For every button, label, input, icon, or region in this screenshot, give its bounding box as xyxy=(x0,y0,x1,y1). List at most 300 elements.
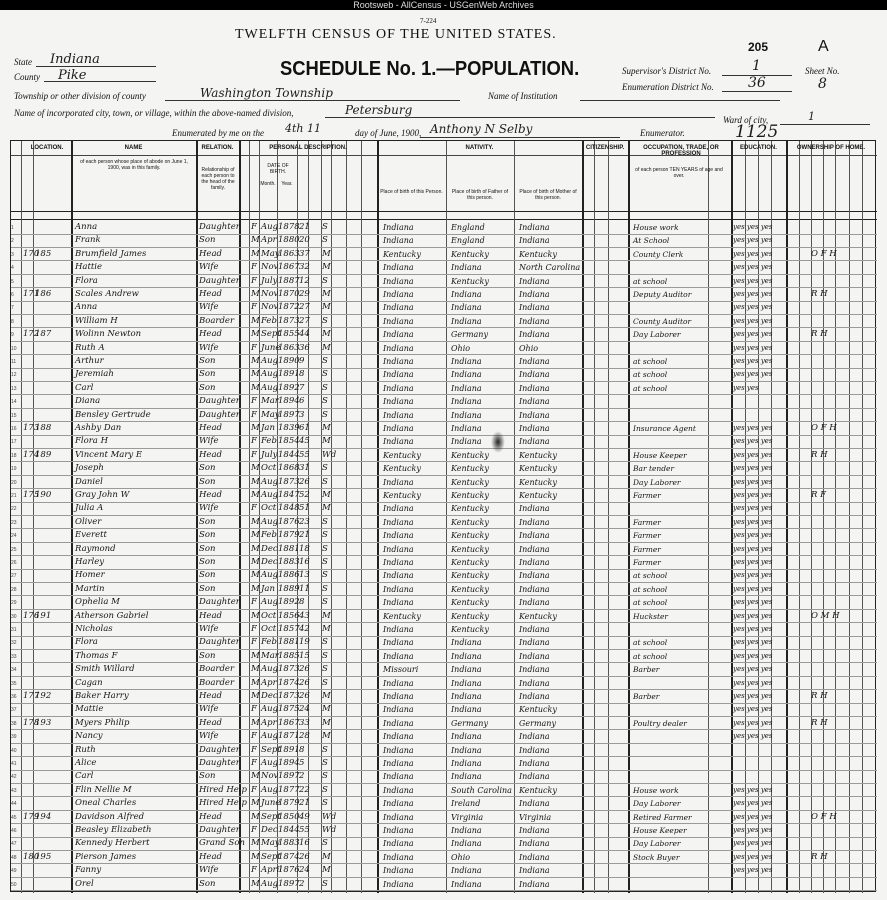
cell-mp: Indiana xyxy=(519,424,550,433)
cell-edu: yes yes yes xyxy=(733,303,773,312)
cell-rel: Head xyxy=(199,289,222,299)
cell-f: 189 xyxy=(35,449,52,460)
cell-mo: July xyxy=(261,275,278,286)
cell-own: R H xyxy=(811,691,828,701)
cell-yr: 1854 xyxy=(278,436,300,447)
supervisor-label: Supervisor's District No. xyxy=(622,66,712,76)
cell-f: 194 xyxy=(35,811,52,822)
cell-sex: M xyxy=(251,248,260,259)
cell-h: 175 xyxy=(23,490,40,500)
cell-rel: Son xyxy=(199,516,216,527)
cell-yr: 1880 xyxy=(278,235,300,246)
cell-own: R H xyxy=(811,717,828,728)
cell-bp: Indiana xyxy=(383,544,414,554)
cell-fp: Indiana xyxy=(451,370,482,380)
enumerated-day: 4th 11 xyxy=(285,122,321,135)
cell-occ: at school xyxy=(633,370,668,380)
cell-f: 187 xyxy=(35,329,52,340)
cell-mp: Indiana xyxy=(519,571,550,581)
cell-yr: 1886 xyxy=(278,570,300,581)
cell-bp: Kentucky xyxy=(383,491,421,500)
cell-age: 26 xyxy=(299,677,310,688)
subheader-occupation: of each person TEN YEARS of age and over. xyxy=(635,167,723,179)
cell-mo: Aug xyxy=(261,222,279,232)
cell-fp: Indiana xyxy=(451,879,482,889)
table-row xyxy=(11,610,877,624)
cell-h: 170 xyxy=(23,248,40,259)
cell-mar: S xyxy=(322,476,328,487)
line-number: 20 xyxy=(11,479,17,486)
state-label: State xyxy=(14,57,32,67)
cell-name: Thomas F xyxy=(75,650,118,661)
cell-fp: Indiana xyxy=(451,866,482,876)
cell-sex: F xyxy=(251,436,257,447)
cell-yr: 1856 xyxy=(278,610,300,621)
cell-rel: Son xyxy=(199,570,216,581)
cell-edu: yes yes yes xyxy=(733,531,773,540)
cell-bp: Indiana xyxy=(383,263,414,273)
cell-age: 12 xyxy=(299,275,310,286)
cell-sex: M xyxy=(251,583,260,594)
cell-mo: Aug xyxy=(261,516,279,527)
cell-sex: F xyxy=(251,597,257,608)
cell-occ: at school xyxy=(633,651,668,661)
cell-mar: Wd xyxy=(322,825,337,835)
cell-mp: Indiana xyxy=(519,290,550,299)
cell-fp: Kentucky xyxy=(451,611,489,621)
cell-mp: Indiana xyxy=(519,879,550,889)
table-row xyxy=(11,596,877,610)
cell-edu: yes yes yes xyxy=(733,236,773,245)
cell-mp: Indiana xyxy=(519,316,550,326)
cell-rel: Daughter xyxy=(199,637,240,648)
cell-own: R H xyxy=(811,329,828,340)
line-number: 50 xyxy=(11,881,17,888)
cell-yr: 1868 xyxy=(278,463,300,474)
cell-fp: Indiana xyxy=(451,772,482,782)
cell-sex: M xyxy=(251,677,260,688)
cell-sex: M xyxy=(251,851,260,862)
cell-edu: yes yes yes xyxy=(733,812,773,821)
cell-sex: M xyxy=(251,878,260,889)
cell-name: Fanny xyxy=(75,865,102,876)
subheader-relation: Relationship of each person to the head of the family. xyxy=(201,167,235,191)
cell-name: Hattie xyxy=(75,262,103,273)
cell-sex: M xyxy=(251,289,260,299)
cell-mo: Oct xyxy=(261,503,277,514)
cell-yr: 1887 xyxy=(278,275,300,286)
header-citizenship: CITIZENSHIP. xyxy=(585,145,625,151)
cell-name: Anna xyxy=(75,222,98,232)
cell-edu: yes yes yes xyxy=(733,705,773,714)
cell-age: 32 xyxy=(299,262,310,273)
cell-own: O M H xyxy=(811,610,840,621)
cell-edu: yes yes yes xyxy=(733,625,773,633)
cell-mo: Nov xyxy=(261,262,279,273)
cell-age: 29 xyxy=(299,289,310,299)
cell-edu: yes yes yes xyxy=(733,517,773,526)
cell-mar: M xyxy=(322,624,331,634)
cell-mp: Indiana xyxy=(519,370,550,380)
cell-rel: Head xyxy=(199,851,222,862)
cell-edu: yes yes yes xyxy=(733,223,773,231)
line-number: 45 xyxy=(11,814,17,821)
cell-age: 2 xyxy=(299,771,305,782)
cell-sex: M xyxy=(251,543,260,554)
cell-edu: yes yes yes xyxy=(733,611,773,620)
cell-mp: Indiana xyxy=(519,678,550,688)
cell-edu: yes yes yes xyxy=(733,799,773,808)
cell-yr: 1889 xyxy=(278,583,300,594)
cell-sex: F xyxy=(251,825,257,835)
cell-name: Smith Willard xyxy=(75,664,135,675)
line-number: 15 xyxy=(11,412,17,419)
cell-yr: 1876 xyxy=(278,865,300,876)
table-row xyxy=(11,636,877,650)
line-number: 17 xyxy=(11,439,17,446)
cell-yr: 1847 xyxy=(278,490,300,500)
cell-mp: Indiana xyxy=(519,665,550,675)
cell-bp: Indiana xyxy=(383,531,414,541)
subheader-birth: DATE OF BIRTH. xyxy=(267,163,289,175)
cell-mo: Aug xyxy=(261,758,279,768)
cell-mar: S xyxy=(322,838,328,849)
cell-bp: Indiana xyxy=(383,852,414,862)
cell-occ: Day Laborer xyxy=(633,799,681,809)
cell-rel: Son xyxy=(199,356,216,366)
table-row xyxy=(11,288,877,302)
cell-occ: Bar tender xyxy=(633,464,675,474)
cell-yr: 1897 xyxy=(278,878,300,889)
cell-bp: Indiana xyxy=(383,718,414,728)
table-row xyxy=(11,784,877,798)
cell-mp: Indiana xyxy=(519,584,550,594)
cell-rel: Daughter xyxy=(199,758,240,768)
cell-sex: M xyxy=(251,838,260,849)
table-row xyxy=(11,275,877,289)
cell-edu: yes yes yes xyxy=(733,665,773,674)
line-number: 33 xyxy=(11,653,17,660)
cell-f: 185 xyxy=(35,248,52,259)
cell-bp: Kentucky xyxy=(383,464,421,474)
population-table xyxy=(10,140,876,892)
cell-mo: Aug xyxy=(261,476,279,487)
cell-edu: yes yes yes xyxy=(733,249,773,258)
subheader-person-place: Place of birth of this Person. xyxy=(380,189,443,195)
cell-yr: 1875 xyxy=(278,704,300,715)
cell-name: Martin xyxy=(75,583,105,594)
cell-fp: Kentucky xyxy=(451,558,489,567)
cell-age: 8 xyxy=(299,369,305,380)
cell-sex: F xyxy=(251,865,257,876)
census-title: TWELFTH CENSUS OF THE UNITED STATES. xyxy=(235,27,557,42)
cell-fp: Ohio xyxy=(451,343,471,353)
cell-mp: Kentucky xyxy=(519,464,557,474)
cell-mo: May xyxy=(261,838,280,849)
cell-mar: S xyxy=(322,784,328,795)
cell-yr: 1848 xyxy=(278,503,300,514)
cell-own: R F xyxy=(811,490,826,500)
cell-sex: M xyxy=(251,610,260,621)
cell-age: 51 xyxy=(299,503,310,514)
supervisor-value: 1 xyxy=(752,58,761,74)
cell-fp: Indiana xyxy=(451,651,482,661)
table-row xyxy=(11,757,877,771)
cell-age: 24 xyxy=(299,704,310,715)
line-number: 1 xyxy=(11,225,14,231)
cell-age: 16 xyxy=(299,838,310,849)
cell-age: 43 xyxy=(299,610,310,621)
table-row xyxy=(11,663,877,677)
cell-mar: S xyxy=(322,516,328,527)
cell-mp: Ohio xyxy=(519,343,539,353)
subheader-year: Year. xyxy=(281,181,293,187)
cell-mo: Dec xyxy=(261,691,278,701)
table-row xyxy=(11,328,877,342)
cell-sex: F xyxy=(251,784,257,795)
cell-name: Scales Andrew xyxy=(75,289,139,299)
cell-name: Diana xyxy=(75,396,101,407)
cell-occ: House Keeper xyxy=(633,450,687,460)
cell-bp: Indiana xyxy=(383,330,414,340)
cell-mo: Nov xyxy=(261,302,279,313)
cell-rel: Wife xyxy=(199,436,219,447)
cell-age: 16 xyxy=(299,557,310,567)
cell-bp: Indiana xyxy=(383,571,414,581)
cell-yr: 1891 xyxy=(278,744,300,755)
sheet-label: Sheet No. xyxy=(805,66,840,76)
cell-age: 18 xyxy=(299,543,310,554)
cell-rel: Son xyxy=(199,543,216,554)
table-row xyxy=(11,824,877,838)
cell-rel: Son xyxy=(199,382,216,393)
line-number: 27 xyxy=(11,573,17,580)
sheet-value: 8 xyxy=(818,76,827,92)
table-row xyxy=(11,422,877,436)
table-row xyxy=(11,382,877,396)
cell-bp: Indiana xyxy=(383,879,414,889)
cell-fp: Kentucky xyxy=(451,531,489,541)
table-row xyxy=(11,650,877,664)
cell-mo: Jan xyxy=(261,423,275,433)
cell-edu: yes yes yes xyxy=(733,330,773,339)
cell-fp: Indiana xyxy=(451,732,482,742)
cell-mar: M xyxy=(322,342,331,353)
header-name: NAME xyxy=(124,145,143,151)
cell-yr: 1871 xyxy=(278,731,300,742)
cell-sex: M xyxy=(251,811,260,822)
cell-mp: Indiana xyxy=(519,625,550,634)
cell-name: Alice xyxy=(75,758,97,768)
enumeration-value: 36 xyxy=(748,75,766,91)
subheader-mother-place: Place of birth of Mother of this person. xyxy=(519,189,577,201)
cell-rel: Daughter xyxy=(199,409,240,420)
cell-edu: yes yes yes xyxy=(733,558,773,566)
cell-mar: S xyxy=(322,557,328,567)
cell-mo: May xyxy=(261,409,280,420)
cell-mo: Feb xyxy=(261,530,277,541)
incorporated-value: Petersburg xyxy=(345,103,413,117)
cell-mp: Kentucky xyxy=(519,249,557,259)
cell-name: Vincent Mary E xyxy=(75,449,143,460)
cell-yr: 1883 xyxy=(278,557,300,567)
cell-yr: 1844 xyxy=(278,825,300,835)
cell-sex: M xyxy=(251,382,260,393)
cell-mar: M xyxy=(322,436,331,447)
cell-rel: Wife xyxy=(199,302,219,313)
cell-rel: Wife xyxy=(199,262,219,273)
subheader-name: of each person whose place of abode on June 1, 1900, was in this family. xyxy=(80,159,188,171)
cell-age: 8 xyxy=(299,597,305,608)
cell-mp: Kentucky xyxy=(519,785,557,795)
line-number: 35 xyxy=(11,680,17,687)
cell-occ: Barber xyxy=(633,692,660,701)
enumerated-label: Enumerated by me on the xyxy=(172,128,264,138)
cell-rel: Son xyxy=(199,235,216,246)
cell-f: 193 xyxy=(35,717,52,728)
cell-edu: yes yes yes xyxy=(733,839,773,848)
cell-occ: at school xyxy=(633,571,668,581)
line-number: 43 xyxy=(11,787,17,794)
subheader-month: Month. xyxy=(260,181,276,187)
cell-age: 55 xyxy=(299,449,310,460)
line-number: 8 xyxy=(11,318,14,325)
cell-fp: Indiana xyxy=(451,316,482,326)
cell-bp: Indiana xyxy=(383,812,414,822)
cell-fp: Ohio xyxy=(451,852,471,862)
cell-mar: S xyxy=(322,878,328,889)
table-row xyxy=(11,583,877,597)
cell-h: 174 xyxy=(23,449,40,460)
cell-bp: Indiana xyxy=(383,236,414,246)
cell-yr: 1867 xyxy=(278,262,300,273)
cell-mar: S xyxy=(322,543,328,554)
county-value: Pike xyxy=(58,68,87,83)
cell-bp: Indiana xyxy=(383,303,414,313)
cell-age: 5 xyxy=(299,758,305,768)
cell-mp: Indiana xyxy=(519,732,550,742)
line-number: 16 xyxy=(11,426,17,432)
table-row xyxy=(11,462,877,476)
cell-rel: Hired Help xyxy=(199,798,247,809)
cell-bp: Indiana xyxy=(383,692,414,701)
cell-occ: at school xyxy=(633,383,668,393)
cell-mp: Indiana xyxy=(519,852,550,862)
cell-h: 179 xyxy=(23,811,40,822)
cell-mp: Kentucky xyxy=(519,477,557,487)
cell-mar: S xyxy=(322,235,328,246)
table-row xyxy=(11,677,877,691)
cell-h: 177 xyxy=(23,691,40,701)
cell-bp: Indiana xyxy=(383,625,414,634)
cell-name: Beasley Elizabeth xyxy=(75,825,152,835)
cell-mp: Indiana xyxy=(519,558,550,567)
cell-h: 176 xyxy=(23,610,40,621)
cell-age: 3 xyxy=(299,409,305,420)
cell-mp: Indiana xyxy=(519,437,550,447)
cell-edu: yes yes yes xyxy=(733,370,773,379)
cell-name: Ruth A xyxy=(75,342,105,353)
cell-mar: S xyxy=(322,530,328,541)
line-number: 34 xyxy=(11,667,17,674)
cell-edu: yes yes yes xyxy=(733,571,773,580)
cell-mp: Indiana xyxy=(519,745,550,755)
cell-age: 21 xyxy=(299,222,310,232)
cell-name: Oliver xyxy=(75,516,102,527)
cell-edu: yes yes yes xyxy=(733,584,773,593)
cell-mp: Indiana xyxy=(519,397,550,407)
header-occupation: OCCUPATION, TRADE, OR PROFESSION xyxy=(643,145,719,157)
cell-mp: Indiana xyxy=(519,692,550,701)
cell-fp: Kentucky xyxy=(451,464,489,474)
cell-name: Arthur xyxy=(75,356,104,366)
line-number: 25 xyxy=(11,546,17,553)
cell-yr: 1874 xyxy=(278,851,300,862)
cell-fp: Indiana xyxy=(451,759,482,768)
cell-sex: F xyxy=(251,704,257,715)
cell-bp: Indiana xyxy=(383,410,414,420)
cell-age: 42 xyxy=(299,624,310,634)
cell-mar: Wd xyxy=(322,811,337,822)
cell-bp: Indiana xyxy=(383,785,414,795)
table-row xyxy=(11,315,877,329)
incorporated-label: Name of incorporated city, town, or village, within the above-named division, xyxy=(14,108,294,118)
cell-sex: M xyxy=(251,315,260,326)
cell-age: 27 xyxy=(299,315,310,326)
cell-occ: Farmer xyxy=(633,517,661,527)
line-number: 31 xyxy=(11,627,17,633)
table-row xyxy=(11,301,877,315)
cell-mar: Wd xyxy=(322,449,337,460)
cell-name: Nicholas xyxy=(75,624,113,634)
table-row xyxy=(11,770,877,784)
cell-mo: Mar xyxy=(261,396,279,407)
cell-edu: yes yes yes xyxy=(733,504,773,513)
cell-mo: Sept xyxy=(261,329,281,340)
cell-yr: 1873 xyxy=(278,315,300,326)
cell-occ: Farmer xyxy=(633,558,661,567)
cell-edu: yes yes yes xyxy=(733,491,773,499)
cell-mp: Virginia xyxy=(519,812,552,822)
cell-occ: Day Laborer xyxy=(633,330,681,340)
cell-rel: Daughter xyxy=(199,744,240,755)
cell-edu: yes yes yes xyxy=(733,651,773,660)
cell-mo: Aug xyxy=(261,570,279,581)
cell-mp: Indiana xyxy=(519,598,550,608)
cell-mo: Sept xyxy=(261,811,281,822)
cell-yr: 1855 xyxy=(278,329,300,340)
cell-own: R H xyxy=(811,851,828,862)
line-number: 32 xyxy=(11,640,17,647)
cell-fp: South Carolina xyxy=(451,785,512,795)
cell-h: 173 xyxy=(23,423,40,433)
cell-rel: Son xyxy=(199,530,216,541)
cell-rel: Head xyxy=(199,449,222,460)
cell-bp: Indiana xyxy=(383,343,414,353)
cell-rel: Daughter xyxy=(199,396,240,407)
cell-occ: Deputy Auditor xyxy=(633,290,692,299)
cell-yr: 1894 xyxy=(278,758,300,768)
line-number: 49 xyxy=(11,868,17,875)
cell-mo: Feb xyxy=(261,436,277,447)
cell-occ: Stock Buyer xyxy=(633,852,680,862)
cell-mo: Oct xyxy=(261,624,277,634)
cell-mp: Indiana xyxy=(519,638,550,648)
cell-mo: Dec xyxy=(261,557,278,567)
cell-name: William H xyxy=(75,315,118,326)
line-number: 30 xyxy=(11,613,17,620)
cell-name: Brumfield James xyxy=(75,248,147,259)
